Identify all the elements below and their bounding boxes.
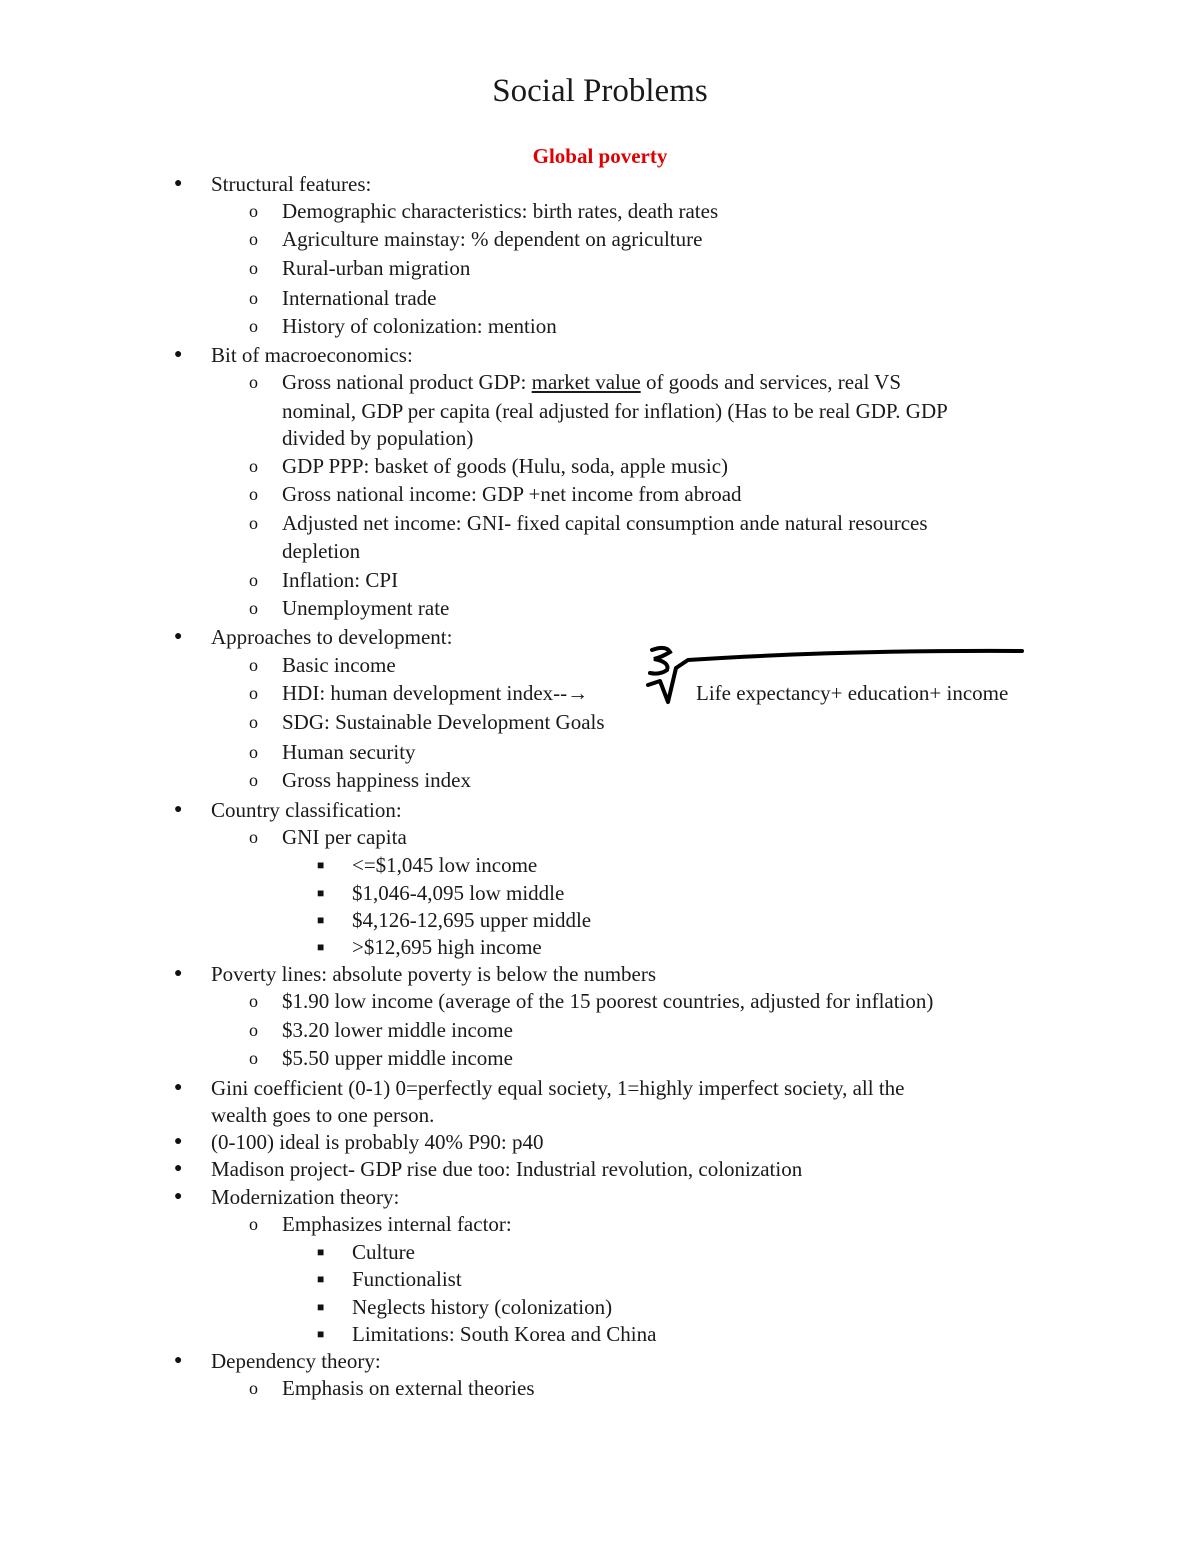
list-item: Dependency theory: xyxy=(211,1349,381,1373)
list-item: Madison project- GDP rise due too: Industrial revolution, colonization xyxy=(211,1157,803,1181)
list-item: Demographic characteristics: birth rates, death rates xyxy=(282,199,719,223)
list-item: $1,046-4,095 low middle xyxy=(352,881,565,905)
bullet-marker: ● xyxy=(174,1189,183,1204)
hdi-formula-text: Life expectancy+ education+ income xyxy=(696,681,1009,705)
document-title: Social Problems xyxy=(492,73,708,109)
list-item: $3.20 lower middle income xyxy=(282,1018,513,1042)
list-item: Rural-urban migration xyxy=(282,256,471,280)
list-item: $1.90 low income (average of the 15 poorest countries, adjusted for inflation) xyxy=(282,989,934,1013)
sub-bullet-marker: o xyxy=(249,827,258,847)
bullet-marker: ● xyxy=(174,1353,183,1368)
bullet-marker: ● xyxy=(174,966,183,981)
sub-bullet-marker: o xyxy=(249,372,258,392)
list-item: Gross happiness index xyxy=(282,768,471,792)
list-item: Structural features: xyxy=(211,172,372,196)
list-item xyxy=(282,368,901,396)
sub-sub-bullet-marker: ■ xyxy=(317,913,325,927)
sub-bullet-marker: o xyxy=(249,570,258,590)
list-item: Basic income xyxy=(282,653,396,677)
list-item: SDG: Sustainable Development Goals xyxy=(282,710,605,734)
list-item: Unemployment rate xyxy=(282,596,450,620)
list-item: Gross national income: GDP +net income from abroad xyxy=(282,482,742,506)
sub-bullet-marker: o xyxy=(249,683,258,703)
list-item: Bit of macroeconomics: xyxy=(211,343,413,367)
sub-bullet-marker: o xyxy=(249,742,258,762)
sub-sub-bullet-marker: ■ xyxy=(317,886,325,900)
root-index-stroke xyxy=(650,648,670,674)
list-item: $4,126-12,695 upper middle xyxy=(352,908,592,932)
list-item-continuation: wealth goes to one person. xyxy=(211,1103,435,1127)
sub-bullet-marker: o xyxy=(249,1378,258,1398)
sub-bullet-marker: o xyxy=(249,229,258,249)
sub-bullet-marker: o xyxy=(249,1020,258,1040)
text-run: of goods and services, real VS xyxy=(640,370,901,394)
sub-bullet-marker: o xyxy=(249,288,258,308)
text-run: Gross national product GDP: xyxy=(282,370,532,394)
list-item: Approaches to development: xyxy=(211,625,453,649)
list-item: HDI: human development index--→ xyxy=(282,681,589,705)
sub-bullet-marker: o xyxy=(249,484,258,504)
list-item: International trade xyxy=(282,286,437,310)
bullet-marker: ● xyxy=(174,1134,183,1149)
sub-sub-bullet-marker: ■ xyxy=(317,1272,325,1286)
sub-bullet-marker: o xyxy=(249,770,258,790)
bullet-marker: ● xyxy=(174,176,183,191)
list-item: GDP PPP: basket of goods (Hulu, soda, apple music) xyxy=(282,454,729,478)
sub-bullet-marker: o xyxy=(249,655,258,675)
list-item: Neglects history (colonization) xyxy=(352,1295,613,1319)
sub-bullet-marker: o xyxy=(249,1214,258,1234)
list-item: Poverty lines: absolute poverty is below the numbers xyxy=(211,962,657,986)
list-item: Culture xyxy=(352,1240,415,1264)
list-item-continuation: nominal, GDP per capita (real adjusted for inflation) (Has to be real GDP. GDP xyxy=(282,399,948,423)
section-heading: Global poverty xyxy=(532,144,668,168)
sub-bullet-marker: o xyxy=(249,1048,258,1068)
list-item: Modernization theory: xyxy=(211,1185,400,1209)
bullet-marker: ● xyxy=(174,1080,183,1095)
sub-sub-bullet-marker: ■ xyxy=(317,1327,325,1341)
sub-bullet-marker: o xyxy=(249,712,258,732)
list-item: History of colonization: mention xyxy=(282,314,557,338)
list-item: <=$1,045 low income xyxy=(352,853,538,877)
sub-bullet-marker: o xyxy=(249,598,258,618)
list-item: Adjusted net income: GNI- fixed capital consumption ande natural resources xyxy=(282,511,928,535)
sub-sub-bullet-marker: ■ xyxy=(317,1300,325,1314)
list-item: Human security xyxy=(282,740,416,764)
list-item: Country classification: xyxy=(211,798,402,822)
bullet-marker: ● xyxy=(174,347,183,362)
list-item: Emphasis on external theories xyxy=(282,1376,535,1400)
list-item: (0-100) ideal is probably 40% P90: p40 xyxy=(211,1130,544,1154)
list-item: Functionalist xyxy=(352,1267,462,1291)
sub-bullet-marker: o xyxy=(249,456,258,476)
sub-sub-bullet-marker: ■ xyxy=(317,858,325,872)
sub-bullet-marker: o xyxy=(249,201,258,221)
list-item: Inflation: CPI xyxy=(282,568,399,592)
list-item: GNI per capita xyxy=(282,825,407,849)
sub-sub-bullet-marker: ■ xyxy=(317,1245,325,1259)
sub-bullet-marker: o xyxy=(249,991,258,1011)
sub-sub-bullet-marker: ■ xyxy=(317,940,325,954)
underlined-term: market value xyxy=(531,370,641,394)
list-item: >$12,695 high income xyxy=(352,935,542,959)
bullet-marker: ● xyxy=(174,629,183,644)
list-item: Emphasizes internal factor: xyxy=(282,1212,512,1236)
sub-bullet-marker: o xyxy=(249,513,258,533)
list-item: Gini coefficient (0-1) 0=perfectly equal society, 1=highly imperfect society, all the xyxy=(211,1076,905,1100)
list-item: Agriculture mainstay: % dependent on agriculture xyxy=(282,227,703,251)
bullet-marker: ● xyxy=(174,802,183,817)
list-item-continuation: divided by population) xyxy=(282,426,474,450)
list-item: $5.50 upper middle income xyxy=(282,1046,513,1070)
list-item: Limitations: South Korea and China xyxy=(352,1322,657,1346)
sub-bullet-marker: o xyxy=(249,316,258,336)
sub-bullet-marker: o xyxy=(249,258,258,278)
list-item-continuation: depletion xyxy=(282,539,361,563)
bullet-marker: ● xyxy=(174,1161,183,1176)
